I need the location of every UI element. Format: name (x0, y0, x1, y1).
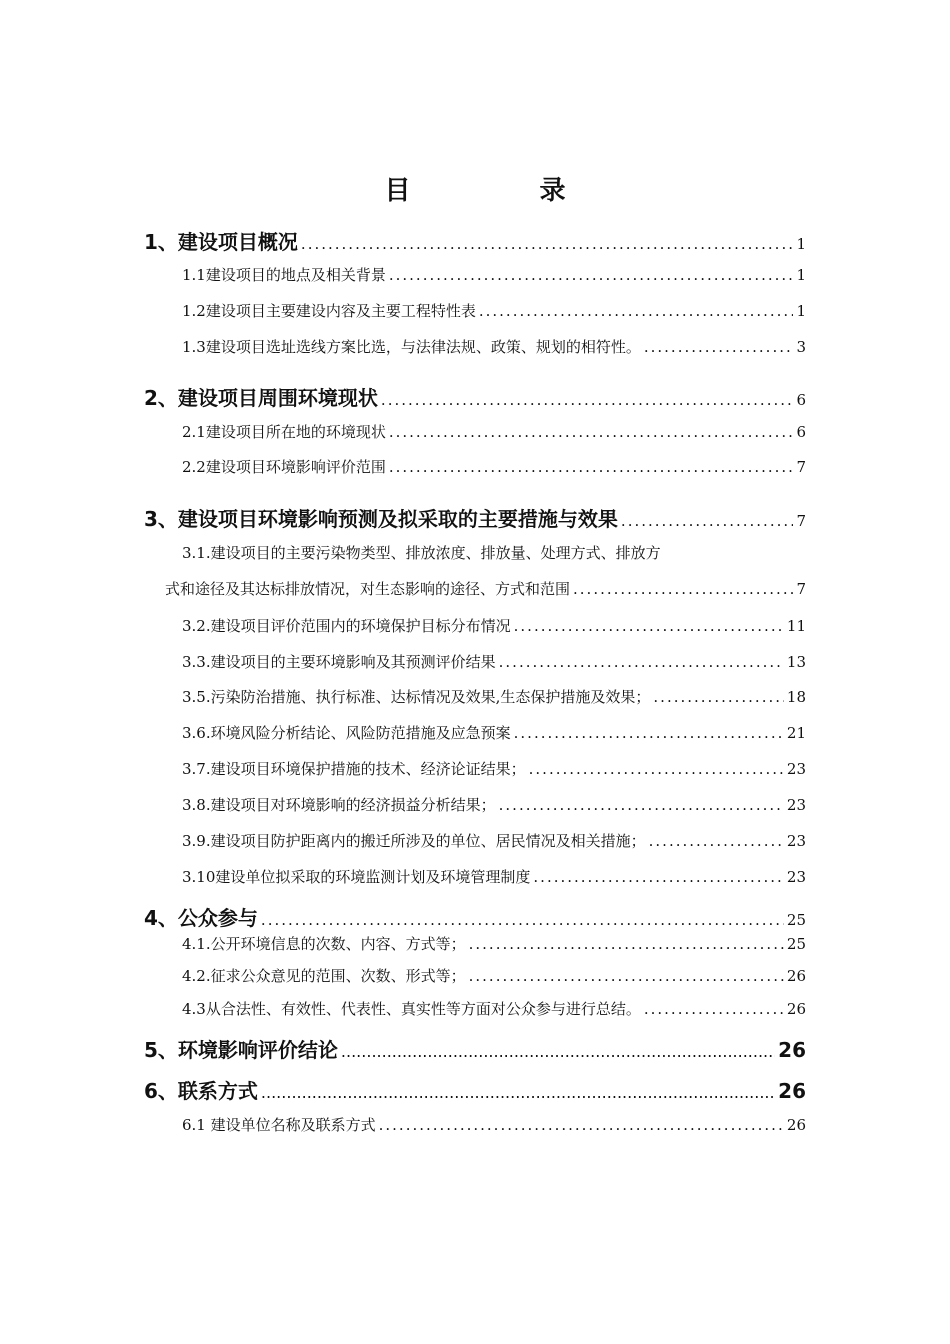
toc-entry-2[interactable] (144, 382, 806, 411)
toc-entry-3[interactable] (144, 503, 806, 532)
toc-page-number: 26 (786, 1000, 806, 1018)
toc-leader-dots (381, 391, 794, 409)
toc-entry-text: 1.1建设项目的地点及相关背景 (182, 266, 386, 284)
toc-entry-text: 4.2.征求公众意见的范围、次数、形式等； (182, 967, 466, 985)
toc-entry-3-7[interactable] (182, 758, 806, 779)
toc-leader-dots (389, 266, 794, 284)
toc-entry-1-3[interactable] (182, 336, 806, 357)
toc-entry-1-2[interactable] (182, 300, 806, 321)
toc-leader-dots (649, 832, 784, 850)
toc-entry-text: 4、公众参与 (144, 906, 258, 930)
toc-entry-3-1-line1[interactable]: 3.1.建设项目的主要污染物类型、排放浓度、排放量、处理方式、排放方 (182, 544, 661, 562)
toc-leader-dots (644, 338, 794, 356)
toc-leader-dots (644, 1000, 784, 1018)
toc-leader-dots (573, 580, 793, 598)
toc-entry-text: 3.10建设单位拟采取的环境监测计划及环境管理制度 (182, 868, 531, 886)
toc-entry-text: 3.8.建设项目对环境影响的经济损益分析结果； (182, 796, 496, 814)
toc-entry-text: 4.1.公开环境信息的次数、内容、方式等； (182, 935, 466, 953)
toc-leader-dots (514, 617, 784, 635)
toc-page-number: 1 (796, 266, 806, 284)
toc-entry-text: 3.5.污染防治措施、执行标准、达标情况及效果,生态保护措施及效果； (182, 688, 651, 706)
toc-leader-dots (389, 458, 794, 476)
toc-leader-dots (499, 653, 784, 671)
toc-entry-text: 3.6.环境风险分析结论、风险防范措施及应急预案 (182, 724, 511, 742)
toc-entry-3-1[interactable] (165, 578, 806, 599)
toc-leader-dots (261, 1083, 775, 1102)
toc-entry-text: 3.7.建设项目环境保护措施的技术、经济论证结果； (182, 760, 526, 778)
toc-page-number: 13 (786, 653, 806, 671)
toc-page-number: 3 (796, 338, 806, 356)
toc-entry-4-3[interactable] (182, 998, 806, 1019)
toc-leader-dots (469, 967, 784, 985)
toc-page-number: 23 (786, 760, 806, 778)
toc-leader-dots (529, 760, 784, 778)
toc-entry-text: 1.3建设项目选址选线方案比选，与法律法规、政策、规划的相符性。 (182, 338, 641, 356)
toc-leader-dots (389, 423, 794, 441)
toc-entry-2-2[interactable] (182, 456, 806, 477)
toc-leader-dots (533, 868, 784, 886)
toc-leader-dots (479, 302, 794, 320)
toc-page-number: 6 (796, 391, 806, 409)
toc-page-number: 25 (786, 911, 806, 929)
toc-title: 目 录 (384, 176, 626, 206)
toc-entry-3-8[interactable] (182, 794, 806, 815)
toc-page-number: 11 (786, 617, 806, 635)
toc-entry-text: 3、建设项目环境影响预测及拟采取的主要措施与效果 (144, 507, 618, 531)
toc-entry-5[interactable] (144, 1034, 806, 1063)
toc-entry-3-6[interactable] (182, 722, 806, 743)
toc-leader-dots (301, 235, 794, 253)
toc-entry-text: 3.9.建设项目防护距离内的搬迁所涉及的单位、居民情况及相关措施； (182, 832, 646, 850)
toc-entry-text: 4.3从合法性、有效性、代表性、真实性等方面对公众参与进行总结。 (182, 1000, 641, 1018)
toc-entry-2-1[interactable] (182, 421, 806, 442)
toc-page-number: 26 (778, 1038, 806, 1062)
toc-entry-3-5[interactable] (182, 686, 806, 707)
toc-page-number: 7 (796, 580, 806, 598)
toc-entry-text: 2、建设项目周围环境现状 (144, 386, 378, 410)
toc-entry-4[interactable] (144, 902, 806, 931)
toc-entry-1[interactable] (144, 226, 806, 255)
toc-leader-dots (621, 512, 794, 530)
toc-entry-text: 3.3.建设项目的主要环境影响及其预测评价结果 (182, 653, 496, 671)
toc-entry-text: 式和途径及其达标排放情况，对生态影响的途径、方式和范围 (165, 580, 571, 598)
toc-leader-dots (499, 796, 784, 814)
toc-leader-dots (469, 935, 784, 953)
toc-page-number: 21 (786, 724, 806, 742)
toc-entry-text: 5、环境影响评价结论 (144, 1038, 338, 1062)
toc-leader-dots (514, 724, 784, 742)
toc-page-number: 25 (786, 935, 806, 953)
toc-page-number: 7 (796, 458, 806, 476)
toc-entry-text: 6、联系方式 (144, 1079, 258, 1103)
toc-page-number: 1 (796, 302, 806, 320)
toc-page-number: 23 (786, 868, 806, 886)
toc-page-number: 18 (786, 688, 806, 706)
toc-entry-text: 1、建设项目概况 (144, 230, 298, 254)
toc-page-number: 26 (778, 1079, 806, 1103)
toc-entry-4-1[interactable] (182, 933, 806, 954)
toc-page-number: 26 (786, 967, 806, 985)
toc-page-number: 1 (796, 235, 806, 253)
toc-entry-3-9[interactable] (182, 830, 806, 851)
toc-entry-6[interactable] (144, 1075, 806, 1104)
toc-leader-dots (261, 911, 784, 929)
toc-entry-text: 6.1 建设单位名称及联系方式 (182, 1116, 376, 1134)
toc-entry-3-10[interactable] (182, 866, 806, 887)
toc-leader-dots (653, 688, 784, 706)
toc-entry-text: 2.2建设项目环境影响评价范围 (182, 458, 386, 476)
toc-page-number: 6 (796, 423, 806, 441)
toc-leader-dots (379, 1116, 784, 1134)
toc-entry-4-2[interactable] (182, 965, 806, 986)
toc-page-number: 23 (786, 832, 806, 850)
toc-page-number: 7 (796, 512, 806, 530)
toc-page-number: 23 (786, 796, 806, 814)
toc-entry-3-3[interactable] (182, 651, 806, 672)
toc-entry-3-2[interactable] (182, 615, 806, 636)
toc-entry-6-1[interactable] (182, 1114, 806, 1135)
toc-entry-text: 3.2.建设项目评价范围内的环境保护目标分布情况 (182, 617, 511, 635)
toc-entry-text: 1.2建设项目主要建设内容及主要工程特性表 (182, 302, 476, 320)
toc-page-number: 26 (786, 1116, 806, 1134)
toc-leader-dots (341, 1042, 775, 1061)
toc-entry-text: 2.1建设项目所在地的环境现状 (182, 423, 386, 441)
toc-entry-1-1[interactable] (182, 264, 806, 285)
